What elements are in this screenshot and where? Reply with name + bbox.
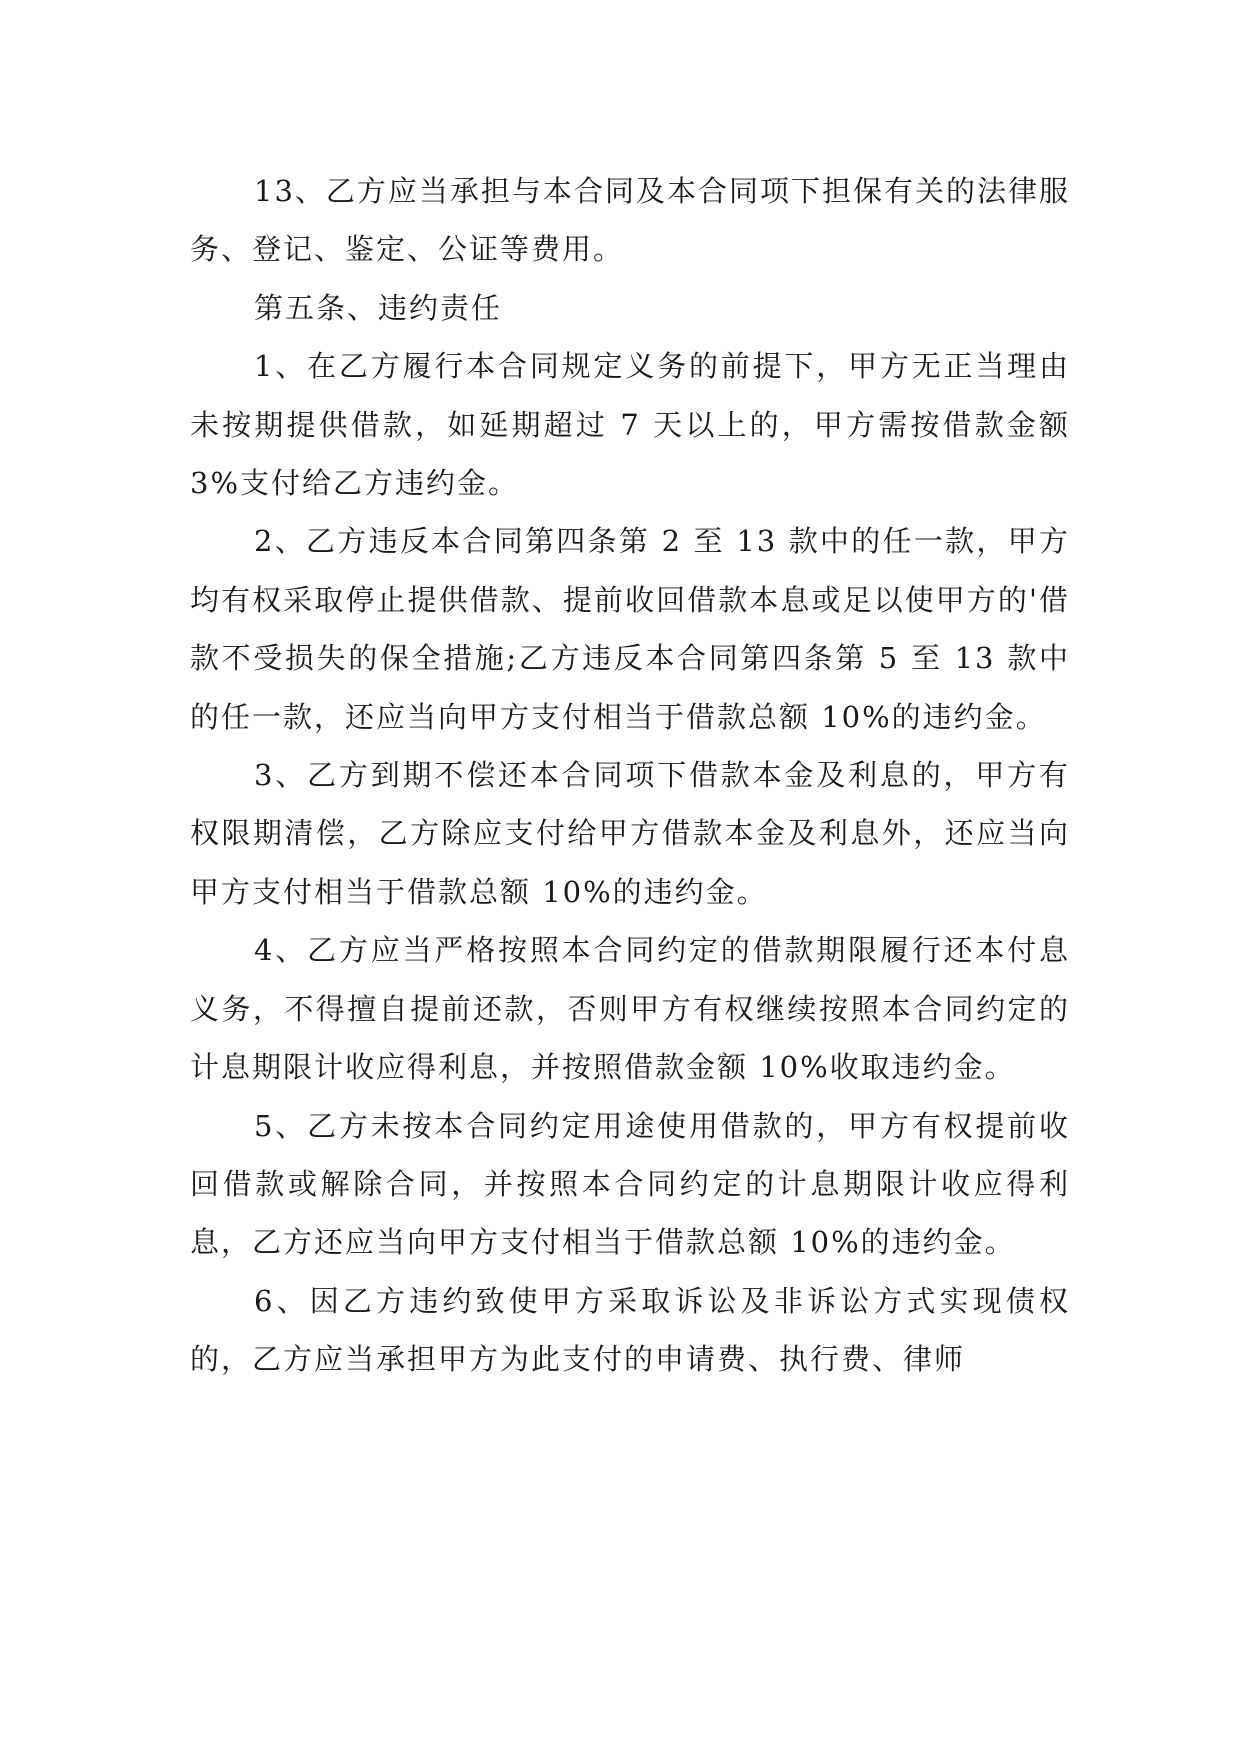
paragraph-clause-2: 2、乙方违反本合同第四条第 2 至 13 款中的任一款，甲方均有权采取停止提供借款、提前收回借款本息或足以使甲方的'借款不受损失的保全措施;乙方违反本合同第四条第 5 至 13 款中的任一款，还应当向甲方支付相当于借款总额 10%的违约金。 <box>190 524 1070 734</box>
paragraph-clause-3: 3、乙方到期不偿还本合同项下借款本金及利息的，甲方有权限期清偿，乙方除应支付给甲方借款本金及利息外，还应当向甲方支付相当于借款总额 10%的违约金。 <box>190 758 1070 909</box>
paragraph-clause-6: 6、因乙方违约致使甲方采取诉讼及非诉讼方式实现债权的，乙方应当承担甲方为此支付的申请费、执行费、律师 <box>190 1283 1070 1377</box>
paragraph-clause-5: 5、乙方未按本合同约定用途使用借款的，甲方有权提前收回借款或解除合同，并按照本合同约定的计息期限计收应得利息，乙方还应当向甲方支付相当于借款总额 10%的违约金。 <box>190 1108 1070 1260</box>
document-body <box>190 162 1070 1389</box>
paragraph-clause-13: 13、乙方应当承担与本合同及本合同项下担保有关的法律服务、登记、鉴定、公证等费用。 <box>190 174 1070 267</box>
paragraph-clause-4: 4、乙方应当严格按照本合同约定的借款期限履行还本付息义务，不得擅自提前还款，否则甲方有权继续按照本合同约定的计息期限计收应得利息，并按照借款金额 10%收取违约金。 <box>190 933 1070 1085</box>
section-heading-article-5: 第五条、违约责任 <box>254 290 503 325</box>
paragraph-clause-1: 1、在乙方履行本合同规定义务的前提下，甲方无正当理由未按期提供借款，如延期超过 7 天以上的，甲方需按借款金额 3%支付给乙方违约金。 <box>190 349 1070 501</box>
